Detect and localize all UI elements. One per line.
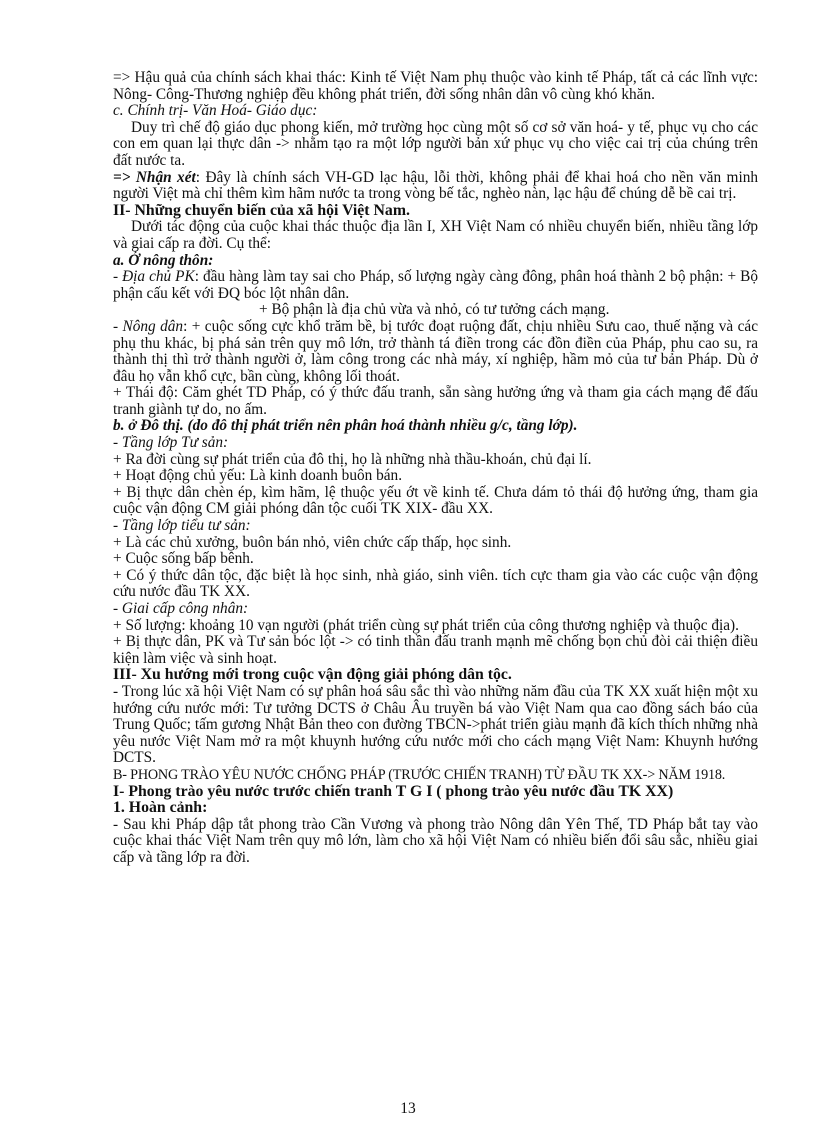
paragraph: Duy trì chế độ giáo dục phong kiến, mở trường học cùng một số cơ sở văn hoá- y tế, phục vụ cho các con em quan lại thực dân -> nhằm tạo ra một lớp người bản xứ phục vụ cho việc cai trị của chúng trên đất nước ta. [113, 118, 758, 169]
subsection-heading: 1. Hoàn cảnh: [113, 799, 208, 817]
nong-dan-label: - Nông dân [113, 317, 184, 335]
section-heading: II- Những chuyển biến của xã hội Việt Nam. [113, 201, 410, 219]
paragraph: + Thái độ: Căm ghét TD Pháp, có ý thức đấu tranh, sẵn sàng hưởng ứng và tham gia cách mạng để đấu tranh giành tự do, no ấm. [113, 384, 758, 418]
paragraph: => Nhận xét: Đây là chính sách VH-GD lạc hậu, lỗi thời, không phải để khai hoá cho nền văn minh người Việt mà chỉ thêm kìm hãm nước ta trong vòng bế tắc, nghèo nàn, lạc hậu để chúng dễ bề cai trị. [113, 168, 758, 203]
paragraph: + Cuộc sống bấp bênh. [113, 550, 254, 568]
paragraph: + Bị thực dân chèn ép, kìm hãm, lệ thuộc yếu ớt về kinh tế. Chưa dám tỏ thái độ hưởng ứng, tham gia cuộc vận động CM giải phóng dân tộc cuối TK XIX- đầu XX. [113, 483, 758, 518]
group-heading: - Giai cấp công nhân: [113, 600, 249, 617]
paragraph: - Sau khi Pháp dập tắt phong trào Cần Vương và phong trào Nông dân Yên Thế, TD Pháp bắt tay vào cuộc khai thác Việt Nam trên quy mô lớn, làm cho xã hội Việt Nam có nhiều biến đổi sâu sắc, nhiều giai cấp và tầng lớp ra đời. [113, 815, 758, 866]
paragraph: + Hoạt động chủ yếu: Là kinh doanh buôn bán. [113, 467, 403, 485]
paragraph: + Bị thực dân, PK và Tư sản bóc lột -> có tinh thần đấu tranh mạnh mẽ chống bọn chủ đòi cải thiện điều kiện làm việc và sinh hoạt. [113, 633, 758, 667]
document-page [113, 70, 758, 867]
part-heading: B- PHONG TRÀO YÊU NƯỚC CHỐNG PHÁP (TRƯỚC CHIẾN TRANH) TỪ ĐẦU TK XX-> NĂM 1918. [113, 766, 726, 783]
section-heading: I- Phong trào yêu nước trước chiến tranh T G I ( phong trào yêu nước đầu TK XX) [113, 782, 674, 800]
paragraph: + Số lượng: khoảng 10 vạn người (phát triển cùng sự phát triển của công thương nghiệp và thuộc địa). [113, 616, 739, 634]
subsection-heading: b. ở Đô thị. (do đô thị phát triển nên phân hoá thành nhiều g/c, tầng lớp). [113, 417, 578, 435]
group-heading: - Tầng lớp tiểu tư sản: [113, 517, 251, 535]
paragraph: + Bộ phận là địa chủ vừa và nhỏ, có tư tưởng cách mạng. [259, 301, 610, 319]
paragraph: - Địa chủ PK: đầu hàng làm tay sai cho Pháp, số lượng ngày càng đông, phân hoá thành 2 bộ phận: + Bộ phận cấu kết với ĐQ bóc lột nhân dân. [113, 268, 758, 302]
group-heading: - Tầng lớp Tư sản: [113, 434, 229, 452]
paragraph: + Ra đời cùng sự phát triển của đô thị, họ là những nhà thầu-khoán, chủ đại lí. [113, 450, 592, 468]
paragraph: - Trong lúc xã hội Việt Nam có sự phân hoá sâu sắc thì vào những năm đầu của TK XX xuất hiện một xu hướng cứu nước mới: Tư tưởng DCTS ở Châu Âu truyền bá vào Việt Nam qua cao đồng sách báo của Trung Quốc; tấm gương Nhật Bản theo con đường TBCN->phát triển giàu mạnh đã kích thích những nhà yêu nước Việt Nam mở ra một khuynh hướng cứu nước mới cho cách mạng Việt Nam: Khuynh hướng DCTS. [113, 682, 758, 767]
paragraph: + Là các chủ xưởng, buôn bán nhỏ, viên chức cấp thấp, học sinh. [113, 533, 512, 551]
section-heading: III- Xu hướng mới trong cuộc vận động giải phóng dân tộc. [113, 666, 512, 684]
paragraph-text: + cuộc sống cực khổ trăm bề, bị tước đoạt ruộng đất, chịu nhiều Sưu cao, thuế nặng và các phụ thu khác, bị phá sản trên quy mô lớn, trở thành tá điền trong các đồn điền của Pháp, phu cao su, ra thành thị thì trở thành người ở, làm công trong các nhà máy, xí nghiệp, hầm mỏ của tư bản Pháp. Dù ở đâu họ vẫn khổ cực, bần cùng, không lối thoát. [113, 317, 758, 385]
paragraph: Dưới tác động của cuộc khai thác thuộc địa lần I, XH Việt Nam có nhiều chuyển biến, nhiều tầng lớp và giai cấp ra đời. Cụ thể: [113, 218, 758, 252]
subsection-heading: a. Ở nông thôn: [113, 251, 214, 269]
paragraph-text: đầu hàng làm tay sai cho Pháp, số lượng ngày càng đông, phân hoá thành 2 bộ phận: + Bộ phận cấu kết với ĐQ bóc lột nhân dân. [113, 268, 758, 302]
paragraph: - Nông dân: + cuộc sống cực khổ trăm bề, bị tước đoạt ruộng đất, chịu nhiều Sưu cao, thuế nặng và các phụ thu khác, bị phá sản trên quy mô lớn, trở thành tá điền trong các đồn điền của Pháp, phu cao su, ra thành thị thì trở thành người ở, làm công trong các nhà máy, xí nghiệp, hầm mỏ của tư bản Pháp. Dù ở đâu họ vẫn khổ cực, bần cùng, không lối thoát. [113, 317, 758, 385]
section-heading: c. Chính trị- Văn Hoá- Giáo dục: [113, 102, 318, 120]
page-number: 13 [400, 1100, 416, 1117]
dia-chu-label: - Địa chủ PK [113, 268, 195, 286]
paragraph: => Hậu quả của chính sách khai thác: Kinh tế Việt Nam phụ thuộc vào kinh tế Pháp, tất cả các lĩnh vực: Nông- Công-Thương nghiệp đều không phát triển, đời sống nhân dân vô cùng khó khăn. [113, 69, 758, 103]
nhan-xet-label: => Nhận xét [113, 168, 196, 186]
paragraph: + Có ý thức dân tộc, đặc biệt là học sinh, nhà giáo, sinh viên. tích cực tham gia vào các cuộc vận động cứu nước đầu TK XX. [113, 566, 758, 601]
paragraph-text: Đây là chính sách VH-GD lạc hậu, lỗi thời, không phải để khai hoá cho nền văn minh người Việt mà chỉ thêm kìm hãm nước ta trong vòng bế tắc, nghèo nàn, lạc hậu để chúng dễ bề cai trị. [113, 168, 758, 203]
